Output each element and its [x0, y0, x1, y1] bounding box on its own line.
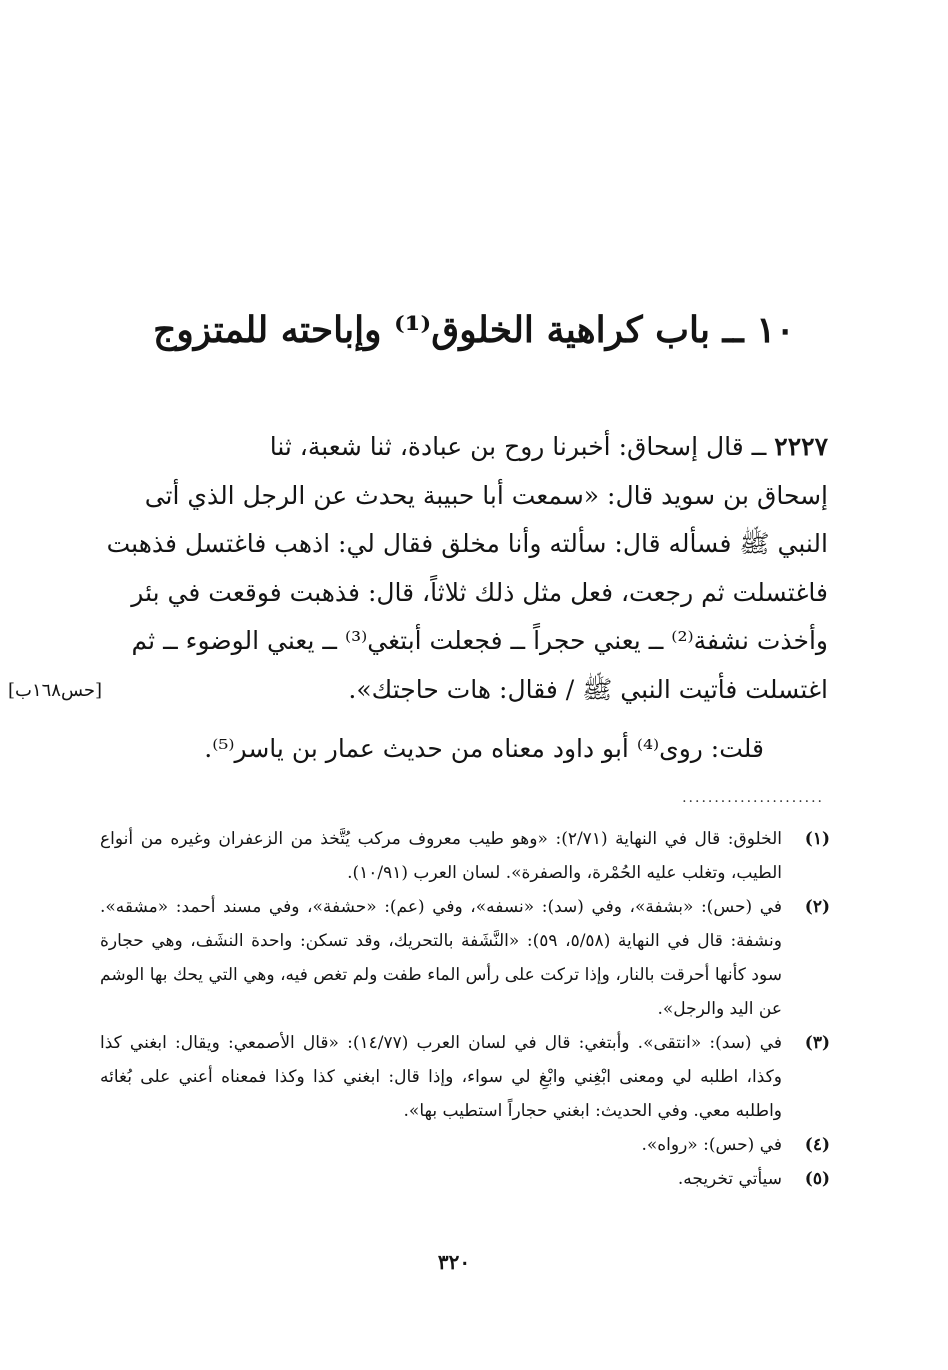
page-number: ٣٢٠ — [437, 1250, 471, 1274]
footnote-text: سيأتي تخريجه. — [677, 1169, 782, 1189]
footnote-separator: ...................... — [682, 790, 824, 804]
footnote-text: في (سد): «انتقى». وأبتغي: قال في لسان العرب (١٤/٧٧): «قال الأصمعي: ويقال: ابغني كذا وكذا، اطلبه لي ومعنى ابْغِني وابْغِ لي سواء، وإذا قال: ابغني كذا وكذا فمعناه أعني على بُغائه واطلبه معي. وفي الحديث: ابغني حجاراً استطيب بها». — [100, 1033, 782, 1121]
footnote-number: (٤) — [804, 1135, 830, 1155]
footnote-5 — [100, 1162, 830, 1196]
hadith-line-4: فاغتسلت ثم رجعت، فعل مثل ذلك ثلاثاً، قال: فذهبت فوقعت في بئر — [131, 577, 828, 607]
hadith-line-2: إسحاق بن سويد قال: «سمعت أبا حبيبة يحدث عن الرجل الذي أتى — [144, 480, 828, 510]
footnote-number: (٢) — [804, 897, 830, 917]
chapter-title: ١٠ ــ باب كراهية الخلوق⁽¹⁾ وإباحته للمتزوج — [153, 309, 795, 351]
hadith-number: ٢٢٢٧ — [774, 432, 828, 461]
footnote-2 — [100, 890, 830, 1026]
hadith-line-5: وأخذت نشفة⁽²⁾ ــ يعني حجراً ــ فجعلت أبتغي⁽³⁾ ــ يعني الوضوء ــ ثم — [131, 626, 828, 655]
hadith-line-6: اغتسلت فأتيت النبي ﷺ / فقال: هات حاجتك». — [348, 674, 828, 704]
hadith-text — [100, 423, 828, 714]
hadith-line-3: النبي ﷺ فسأله قال: سألته وأنا مخلق فقال لي: اذهب فاغتسل فذهبت — [106, 529, 828, 558]
hadith-line-1-text: ــ قال إسحاق: أخبرنا روح بن عبادة، ثنا شعبة، ثنا — [269, 432, 767, 461]
footnote-4 — [100, 1128, 830, 1162]
hadith-line-1 — [100, 423, 828, 472]
footnote-1 — [100, 822, 830, 890]
footnote-number: (٣) — [804, 1033, 830, 1053]
footnote-3 — [100, 1026, 830, 1128]
manuscript-margin-note: [حس١٦٨ب] — [8, 680, 103, 701]
footnote-text: في (حس): «رواه». — [641, 1135, 782, 1155]
footnote-number: (١) — [804, 829, 830, 849]
footnote-text: الخلوق: قال في النهاية (٢/٧١): «وهو طيب معروف مركب يُتَّخذ من الزعفران وغيره من أنواع الطيب، وتغلب عليه الحُمْرة، والصفرة». لسان العرب (١٠/٩١). — [100, 829, 782, 883]
author-comment: قلت: روى⁽⁴⁾ أبو داود معناه من حديث عمار بن ياسر⁽⁵⁾. — [204, 734, 764, 763]
footnote-number: (٥) — [804, 1169, 830, 1189]
footnote-text: في (حس): «بشفة»، وفي (سد): «نسفه»، وفي (عم): «حشفة»، وفي مسند أحمد: «مشقه». ونشفة: قال في النهاية (٥/٥٨، ٥٩): «النَّشَفة بالتحريك، وقد تسكن: واحدة النشَف، وهي حجارة سود كأنها أحرقت بالنار، وإذا تركت على رأس الماء طفت ولم تغص فيه، وهي التي يحك بها الوشم عن اليد والرجل». — [100, 897, 782, 1019]
footnotes — [100, 822, 830, 1196]
